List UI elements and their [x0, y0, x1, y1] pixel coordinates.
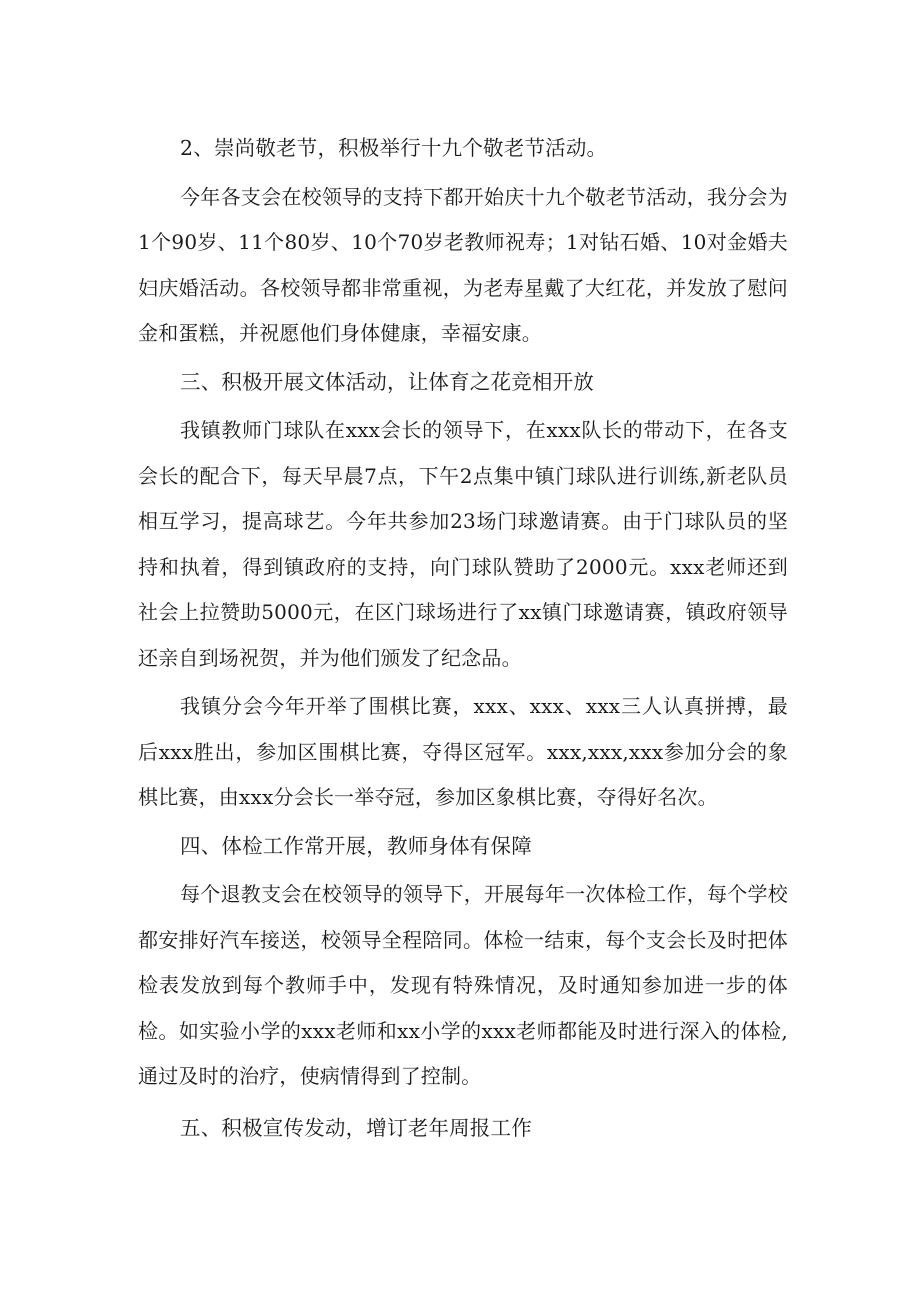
paragraph-chess-competitions: 我镇分会今年开举了围棋比赛，xxx、xxx、xxx三人认真拼搏，最后xxx胜出，参加区围棋比赛，夺得区冠军。xxx,xxx,xxx参加分会的象棋比赛，由xxx分会长一举夺冠，参加区象棋比赛，夺得好名次。 — [138, 694, 788, 809]
paragraph-health-checkup: 每个退教支会在校领导的领导下，开展每年一次体检工作，每个学校都安排好汽车接送，校领导全程陪同。体检一结束，每个支会长及时把体检表发放到每个教师手中，发现有特殊情况，及时通知参加进一步的体检。如实验小学的xxx老师和xx小学的xxx老师都能及时进行深入的体检,通过及时的治疗，使病情得到了控制。 — [138, 882, 788, 1088]
paragraph-elders-festival-activities: 今年各支会在校领导的支持下都开始庆十九个敬老节活动，我分会为1个90岁、11个80岁、10个70岁老教师祝寿；1对钻石婚、10对金婚夫妇庆婚活动。各校领导都非常重视，为老寿星戴了大红花，并发放了慰问金和蛋糕，并祝愿他们身体健康，幸福安康。 — [138, 184, 788, 345]
section-heading-weekly-newspaper: 五、积极宣传发动，增订老年周报工作 — [180, 1115, 532, 1140]
paragraph-gateball-team: 我镇教师门球队在xxx会长的领导下，在xxx队长的带动下，在各支会长的配合下，每天早晨7点，下午2点集中镇门球队进行训练,新老队员相互学习，提高球艺。今年共参加23场门球邀请赛。由于门球队员的坚持和执着，得到镇政府的支持，向门球队赞助了2000元。xxx老师还到社会上拉赞助5000元，在区门球场进行了xx镇门球邀请赛，镇政府领导还亲自到场祝贺，并为他们颁发了纪念品。 — [138, 418, 788, 670]
document-body — [138, 126, 788, 1151]
section-heading-health-checkup: 四、体检工作常开展，教师身体有保障 — [180, 833, 532, 858]
section-heading-sports-activities: 三、积极开展文体活动，让体育之花竞相开放 — [180, 369, 594, 394]
section-heading-respect-elders-festival: 2、崇尚敬老节，积极举行十九个敬老节活动。 — [180, 136, 608, 160]
